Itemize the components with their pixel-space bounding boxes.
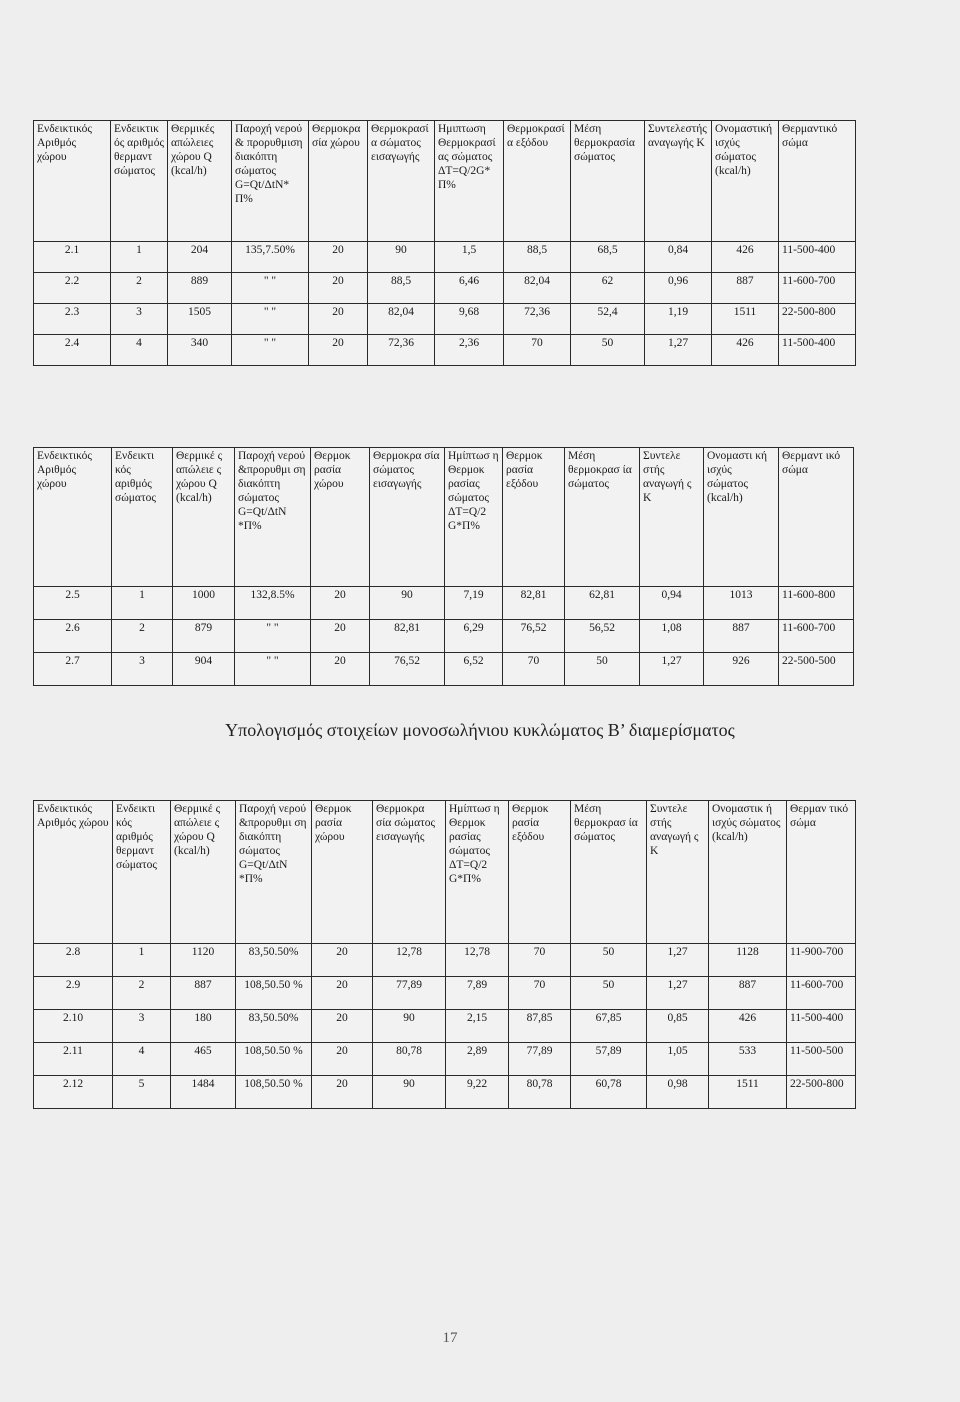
column-header: Θερμοκρασία εξόδου [504, 121, 571, 242]
table-cell: 20 [309, 242, 368, 273]
table-cell: 1128 [709, 944, 787, 977]
table-cell: 1 [113, 944, 171, 977]
column-header: Παροχή νερού &προρυθμι ση διακόπτη σώματος G=Qt/ΔtN *Π% [235, 448, 311, 587]
table-cell: 2,89 [446, 1043, 509, 1076]
table-cell: 70 [503, 653, 565, 686]
table-cell: 2.8 [34, 944, 113, 977]
column-header: Ημιπτωση Θερμοκρασίας σώματος ΔT=Q/2G* Π% [435, 121, 504, 242]
table-cell: 426 [712, 242, 779, 273]
table-cell: 11-600-800 [779, 587, 854, 620]
header-row [34, 448, 854, 587]
table-cell: 20 [311, 653, 370, 686]
table-cell: 3 [113, 1010, 171, 1043]
table-cell: 2 [111, 273, 168, 304]
table-cell: 1 [112, 587, 173, 620]
column-header: Θερμικές απώλειες χώρου Q (kcal/h) [168, 121, 232, 242]
table-cell: 533 [709, 1043, 787, 1076]
table-cell: 87,85 [509, 1010, 571, 1043]
table-cell: 0,85 [647, 1010, 709, 1043]
table-cell: 82,81 [370, 620, 445, 653]
table-cell: 1120 [171, 944, 236, 977]
table-cell: 1,19 [645, 304, 712, 335]
table-cell: 80,78 [509, 1076, 571, 1109]
table-cell: 108,50.50 % [236, 977, 312, 1010]
table-cell: 1,27 [645, 335, 712, 366]
column-header: Ενδεικτικός Αριθμός χώρου [34, 801, 113, 944]
table-cell: 80,78 [373, 1043, 446, 1076]
header-row [34, 121, 856, 242]
table-cell: 20 [309, 304, 368, 335]
table-cell: 1,08 [640, 620, 704, 653]
table-cell: 57,89 [571, 1043, 647, 1076]
column-header: Συντελε στής αναγωγή ς K [647, 801, 709, 944]
table-cell: 5 [113, 1076, 171, 1109]
table-cell: 82,04 [504, 273, 571, 304]
table-cell: 7,89 [446, 977, 509, 1010]
table-cell: 1013 [704, 587, 779, 620]
column-header: Ονομαστι κή ισχύς σώματος (kcal/h) [704, 448, 779, 587]
column-header: Θερμικέ ς απώλειε ς χώρου Q (kcal/h) [173, 448, 235, 587]
table-cell: 887 [704, 620, 779, 653]
table-cell: 9,68 [435, 304, 504, 335]
column-header: Συντελεστής αναγωγής K [645, 121, 712, 242]
table-cell: 7,19 [445, 587, 503, 620]
table-cell: 2.3 [34, 304, 111, 335]
table-row [34, 1043, 856, 1076]
column-header: Ενδεικτι κός αριθμός θερμαντ σώματος [113, 801, 171, 944]
table-cell: 2.4 [34, 335, 111, 366]
table-cell: 465 [171, 1043, 236, 1076]
table-cell: 77,89 [373, 977, 446, 1010]
table-cell: 904 [173, 653, 235, 686]
table-cell: 6,52 [445, 653, 503, 686]
table-cell: 82,04 [368, 304, 435, 335]
column-header: Θερμικέ ς απώλειε ς χώρου Q (kcal/h) [171, 801, 236, 944]
table-cell: 1,27 [640, 653, 704, 686]
table-cell: 2,36 [435, 335, 504, 366]
table-cell: 83,50.50% [236, 1010, 312, 1043]
table-cell: 2.1 [34, 242, 111, 273]
column-header: Ενδεικτικός Αριθμός χώρου [34, 121, 111, 242]
table-cell: 20 [309, 273, 368, 304]
table-cell: 340 [168, 335, 232, 366]
table-cell: 70 [509, 944, 571, 977]
table-cell: 1 [111, 242, 168, 273]
section-heading: Υπολογισμός στοιχείων μονοσωλήνιου κυκλώματος B’ διαμερίσματος [225, 720, 735, 740]
table-cell: 2.9 [34, 977, 113, 1010]
table-cell: 11-900-700 [787, 944, 856, 977]
table-cell: 2.5 [34, 587, 112, 620]
table-cell: 76,52 [370, 653, 445, 686]
table-cell: 887 [709, 977, 787, 1010]
table-cell: 90 [373, 1010, 446, 1043]
column-header: Μέση θερμοκρασία σώματος [571, 121, 645, 242]
table-cell: 11-500-500 [787, 1043, 856, 1076]
table-row [34, 335, 856, 366]
table-cell: 2.7 [34, 653, 112, 686]
table-cell: 1,05 [647, 1043, 709, 1076]
table-cell: 4 [113, 1043, 171, 1076]
table-cell: 108,50.50 % [236, 1076, 312, 1109]
table-row [34, 620, 854, 653]
table-cell: 62 [571, 273, 645, 304]
table-row [34, 304, 856, 335]
table-cell: " " [235, 653, 311, 686]
table-cell: 0,84 [645, 242, 712, 273]
table-cell: 11-500-400 [787, 1010, 856, 1043]
table-cell: 1484 [171, 1076, 236, 1109]
table-cell: 68,5 [571, 242, 645, 273]
table-cell: 2.12 [34, 1076, 113, 1109]
table-row [34, 653, 854, 686]
table-cell: 20 [312, 1076, 373, 1109]
table-cell: 88,5 [368, 273, 435, 304]
table-cell: 204 [168, 242, 232, 273]
radiator-table-2 [33, 447, 854, 686]
header-row [34, 801, 856, 944]
table-cell: 88,5 [504, 242, 571, 273]
table-cell: 62,81 [565, 587, 640, 620]
table-cell: 135,7.50% [232, 242, 309, 273]
table-cell: 0,94 [640, 587, 704, 620]
column-header: Ημίπτωσ η Θερμοκ ρασίας σώματος ΔT=Q/2 G*Π% [445, 448, 503, 587]
table-cell: 12,78 [446, 944, 509, 977]
table-cell: 11-600-700 [779, 273, 856, 304]
column-header: Ενδεικτικός Αριθμός χώρου [34, 448, 112, 587]
table-cell: 2,15 [446, 1010, 509, 1043]
table-cell: " " [232, 273, 309, 304]
table-cell: 926 [704, 653, 779, 686]
table-cell: 4 [111, 335, 168, 366]
table-cell: 12,78 [373, 944, 446, 977]
table-cell: 180 [171, 1010, 236, 1043]
table-row [34, 1010, 856, 1043]
table-cell: " " [232, 304, 309, 335]
table-cell: 70 [504, 335, 571, 366]
column-header: Θερμοκρασία σώματος εισαγωγής [368, 121, 435, 242]
table-row [34, 242, 856, 273]
table-cell: 50 [565, 653, 640, 686]
table-cell: 2.6 [34, 620, 112, 653]
table-cell: 72,36 [368, 335, 435, 366]
table-cell: 6,46 [435, 273, 504, 304]
table-cell: 426 [712, 335, 779, 366]
table-cell: 20 [312, 1043, 373, 1076]
table-cell: 1000 [173, 587, 235, 620]
column-header: Θερμοκ ρασία εξόδου [509, 801, 571, 944]
column-header: Θερμοκ ρασία χώρου [311, 448, 370, 587]
column-header: Θερμοκρα σία σώματος εισαγωγής [370, 448, 445, 587]
column-header: Θερμαν τικό σώμα [787, 801, 856, 944]
table-row [34, 977, 856, 1010]
column-header: Μέση θερμοκρασ ία σώματος [571, 801, 647, 944]
column-header: Θερμαντικό σώμα [779, 121, 856, 242]
table-cell: 20 [311, 587, 370, 620]
column-header: Ενδεικτικός αριθμός θερμαντ σώματος [111, 121, 168, 242]
column-header: Ενδεικτι κός αριθμός σώματος [112, 448, 173, 587]
table-cell: 60,78 [571, 1076, 647, 1109]
radiator-table-1 [33, 120, 856, 366]
table-cell: 887 [171, 977, 236, 1010]
table-cell: 22-500-800 [779, 304, 856, 335]
column-header: Ονομαστική ισχύς σώματος (kcal/h) [712, 121, 779, 242]
column-header: Παροχή νερού &προρυθμι ση διακόπτη σώματος G=Qt/ΔtN *Π% [236, 801, 312, 944]
table-cell: 11-600-700 [787, 977, 856, 1010]
table-cell: 2 [113, 977, 171, 1010]
table-cell: 1,5 [435, 242, 504, 273]
column-header: Ημίπτωσ η Θερμοκ ρασίας σώματος ΔT=Q/2 G*Π% [446, 801, 509, 944]
table-cell: 1511 [712, 304, 779, 335]
table-cell: 2.10 [34, 1010, 113, 1043]
table-row [34, 273, 856, 304]
table-cell: 108,50.50 % [236, 1043, 312, 1076]
table-cell: " " [235, 620, 311, 653]
table-cell: 20 [312, 944, 373, 977]
table-cell: 2.11 [34, 1043, 113, 1076]
table-cell: 887 [712, 273, 779, 304]
table-cell: 3 [112, 653, 173, 686]
table-cell: 9,22 [446, 1076, 509, 1109]
table-cell: 1,27 [647, 944, 709, 977]
table-cell: 67,85 [571, 1010, 647, 1043]
column-header: Μέση θερμοκρασ ία σώματος [565, 448, 640, 587]
table-cell: 20 [311, 620, 370, 653]
column-header: Θερμοκ ρασία εξόδου [503, 448, 565, 587]
table-cell: 90 [373, 1076, 446, 1109]
table-cell: 889 [168, 273, 232, 304]
table-cell: 50 [571, 335, 645, 366]
table-cell: 20 [309, 335, 368, 366]
table-cell: 52,4 [571, 304, 645, 335]
table-cell: 72,36 [504, 304, 571, 335]
table-cell: 82,81 [503, 587, 565, 620]
column-header: Παροχή νερού & προρυθμιση διακόπτη σώματος G=Qt/ΔtN* Π% [232, 121, 309, 242]
table-cell: 1505 [168, 304, 232, 335]
table-cell: 3 [111, 304, 168, 335]
table-cell: 132,8.5% [235, 587, 311, 620]
table-row [34, 1076, 856, 1109]
table-cell: 90 [370, 587, 445, 620]
table-row [34, 587, 854, 620]
table-cell: 11-600-700 [779, 620, 854, 653]
table-cell: 77,89 [509, 1043, 571, 1076]
radiator-table-3 [33, 800, 856, 1109]
table-cell: 22-500-500 [779, 653, 854, 686]
table-cell: 83,50.50% [236, 944, 312, 977]
table-cell: 2 [112, 620, 173, 653]
table-row [34, 944, 856, 977]
table-cell: 20 [312, 1010, 373, 1043]
table-cell: 11-500-400 [779, 335, 856, 366]
table-cell: 0,98 [647, 1076, 709, 1109]
column-header: Συντελε στής αναγωγή ς K [640, 448, 704, 587]
table-cell: 2.2 [34, 273, 111, 304]
table-cell: 0,96 [645, 273, 712, 304]
column-header: Θερμοκρασία χώρου [309, 121, 368, 242]
column-header: Θερμαντ ικό σώμα [779, 448, 854, 587]
table-cell: 1511 [709, 1076, 787, 1109]
table-cell: 1,27 [647, 977, 709, 1010]
table-cell: 6,29 [445, 620, 503, 653]
table-cell: 11-500-400 [779, 242, 856, 273]
table-cell: 70 [509, 977, 571, 1010]
column-header: Ονομαστικ ή ισχύς σώματος (kcal/h) [709, 801, 787, 944]
table-cell: 50 [571, 977, 647, 1010]
table-cell: 56,52 [565, 620, 640, 653]
table-cell: 22-500-800 [787, 1076, 856, 1109]
table-cell: 20 [312, 977, 373, 1010]
table-cell: 90 [368, 242, 435, 273]
page-number: 17 [442, 1330, 458, 1346]
column-header: Θερμοκρα σία σώματος εισαγωγής [373, 801, 446, 944]
table-cell: " " [232, 335, 309, 366]
table-cell: 426 [709, 1010, 787, 1043]
table-cell: 76,52 [503, 620, 565, 653]
column-header: Θερμοκ ρασία χώρου [312, 801, 373, 944]
table-cell: 879 [173, 620, 235, 653]
table-cell: 50 [571, 944, 647, 977]
